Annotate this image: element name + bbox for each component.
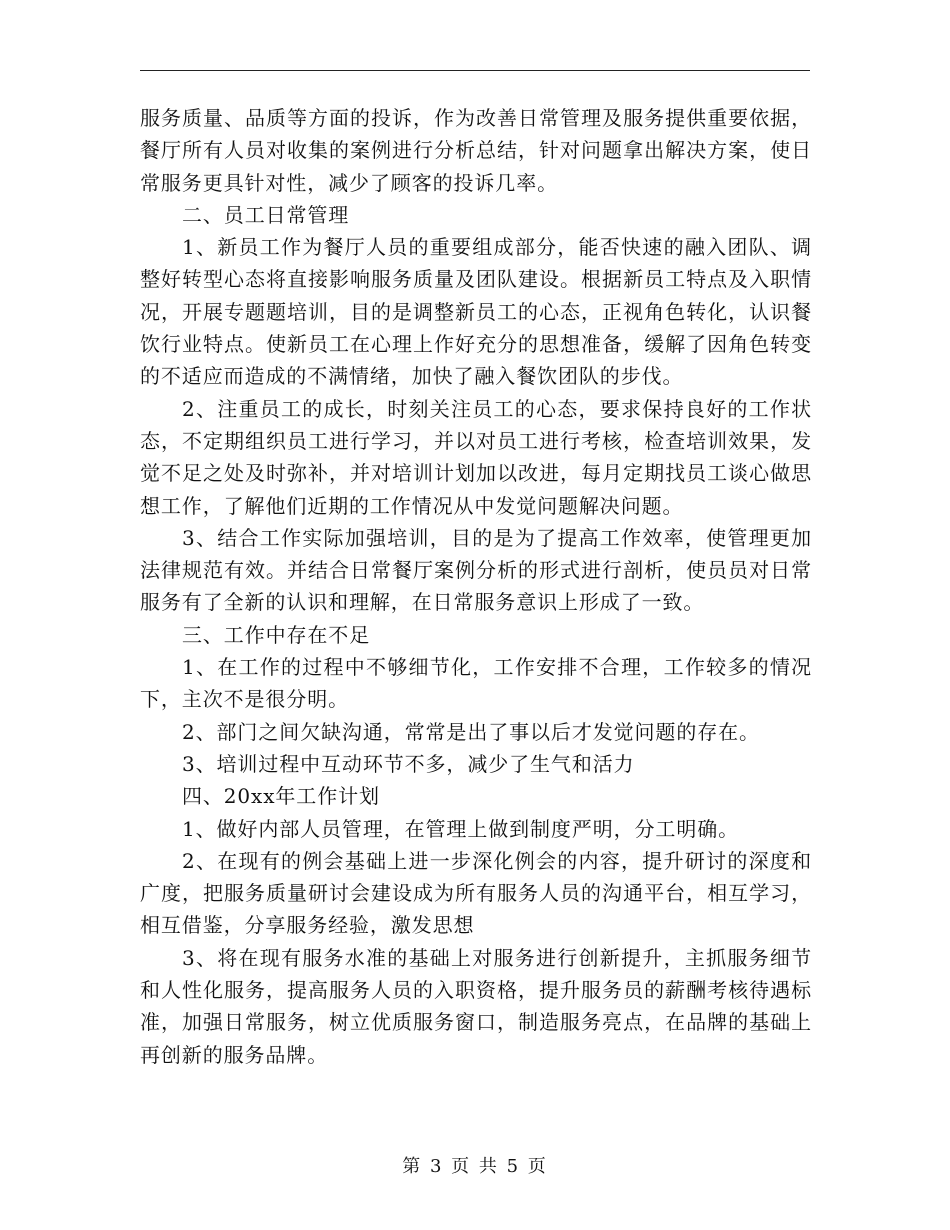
- paragraph: 1、新员工作为餐厅人员的重要组成部分，能否快速的融入团队、调整好转型心态将直接影响服务质量及团队建设。根据新员工特点及入职情况，开展专题题培训，目的是调整新员工的心态，正视角色转化，认识餐饮行业特点。使新员工在心理上作好充分的思想准备，缓解了因角色转变的不适应而造成的不满情绪，加快了融入餐饮团队的步伐。: [140, 235, 812, 389]
- section-heading: 四、20xx年工作计划: [182, 784, 380, 809]
- paragraph: 3、结合工作实际加强培训，目的是为了提高工作效率，使管理更加法律规范有效。并结合日常餐厅案例分析的形式进行剖析，使员员对日常服务有了全新的认识和理解，在日常服务意识上形成了一致。: [140, 525, 812, 615]
- paragraph: 2、在现有的例会基础上进一步深化例会的内容，提升研讨的深度和广度，把服务质量研讨会建设成为所有服务人员的沟通平台，相互学习，相互借鉴，分享服务经验，激发思想: [140, 848, 812, 938]
- paragraph: 2、注重员工的成长，时刻关注员工的心态，要求保持良好的工作状态，不定期组织员工进行学习，并以对员工进行考核，检查培训效果，发觉不足之处及时弥补，并对培训计划加以改进，每月定期找员工谈心做思想工作，了解他们近期的工作情况从中发觉问题解决问题。: [140, 396, 812, 518]
- page-number-footer: 第 3 页 共 5 页: [402, 1156, 548, 1177]
- paragraph: 1、做好内部人员管理，在管理上做到制度严明，分工明确。: [182, 816, 740, 841]
- document-body: [140, 102, 812, 1071]
- paragraph: 3、将在现有服务水准的基础上对服务进行创新提升，主抓服务细节和人性化服务，提高服务人员的入职资格，提升服务员的薪酬考核待遇标准，加强日常服务，树立优质服务窗口，制造服务亮点，在品牌的基础上再创新的服务品牌。: [140, 945, 812, 1067]
- paragraph: 3、培训过程中互动环节不多，减少了生气和活力: [182, 751, 635, 776]
- paragraph: 1、在工作的过程中不够细节化，工作安排不合理，工作较多的情况下，主次不是很分明。: [140, 655, 812, 712]
- paragraph: 2、部门之间欠缺沟通，常常是出了事以后才发觉问题的存在。: [182, 719, 760, 744]
- header-rule: [140, 70, 810, 71]
- section-heading: 三、工作中存在不足: [182, 622, 371, 647]
- section-heading: 二、员工日常管理: [182, 202, 350, 227]
- paragraph: 服务质量、品质等方面的投诉，作为改善日常管理及服务提供重要依据，餐厅所有人员对收集的案例进行分析总结，针对问题拿出解决方案，使日常服务更具针对性，减少了顾客的投诉几率。: [140, 106, 812, 195]
